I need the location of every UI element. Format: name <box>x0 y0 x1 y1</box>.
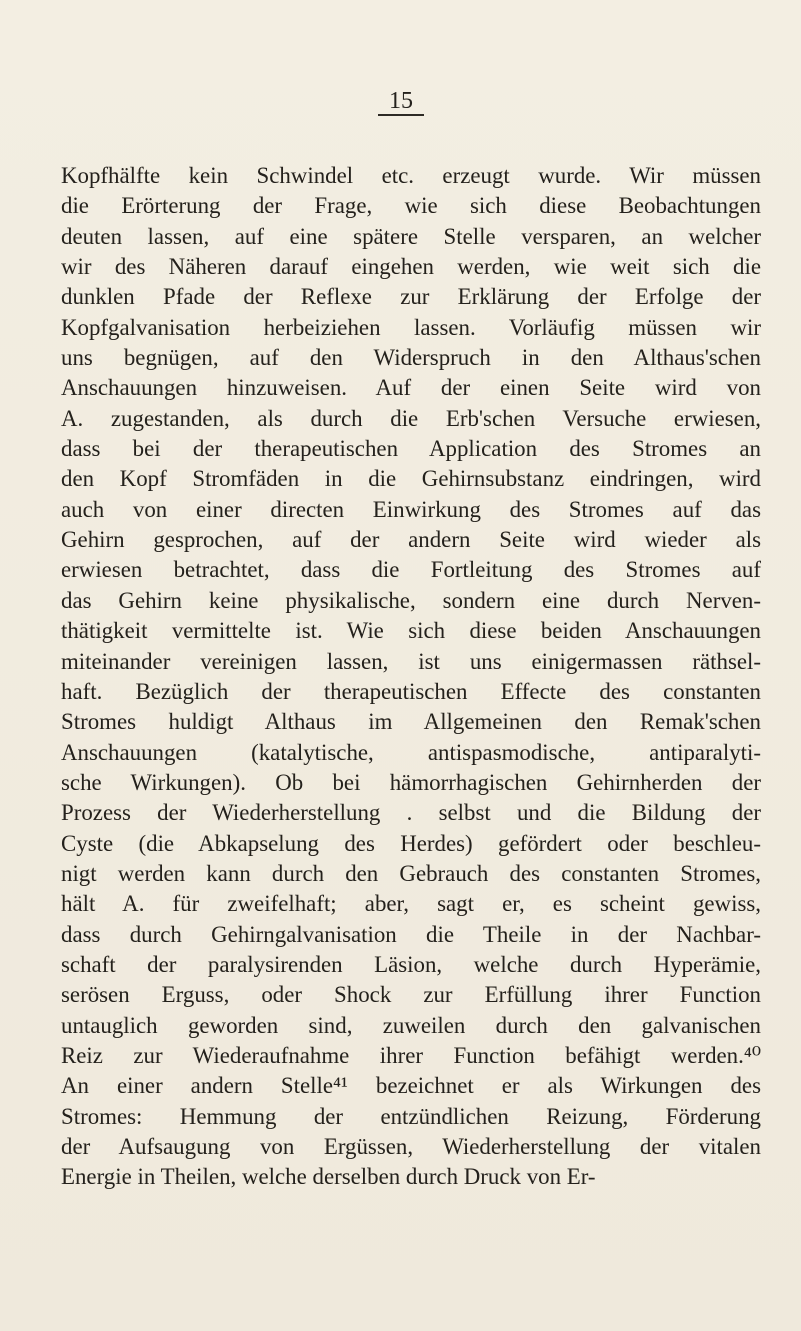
text-line: miteinander vereinigen lassen, ist uns einigermassen räthsel- <box>61 648 761 674</box>
text-line: untauglich geworden sind, zuweilen durch den galvanischen <box>61 1012 761 1038</box>
text-line: Stromes: Hemmung der entzündlichen Reizung, Förderung <box>61 1103 761 1129</box>
text-line: thätigkeit vermittelte ist. Wie sich diese beiden Anschauungen <box>61 618 761 644</box>
page-number-rule <box>378 114 424 116</box>
text-line: der Aufsaugung von Ergüssen, Wiederherstellung der vitalen <box>61 1134 761 1159</box>
text-line: hält A. für zweifelhaft; aber, sagt er, es scheint gewiss, <box>61 891 761 917</box>
text-line: dunklen Pfade der Reflexe zur Erklärung der Erfolge der <box>61 284 761 310</box>
text-line: Gehirn gesprochen, auf der andern Seite wird wieder als <box>61 527 761 553</box>
text-line: Kopfhälfte kein Schwindel etc. erzeugt wurde. Wir müssen <box>61 163 761 188</box>
text-line: Stromes huldigt Althaus im Allgemeinen den Remak'schen <box>61 709 761 735</box>
text-line: wir des Näheren darauf eingehen werden, wie weit sich die <box>61 254 761 280</box>
text-line: schaft der paralysirenden Läsion, welche durch Hyperämie, <box>61 951 761 977</box>
text-line: A. zugestanden, als durch die Erb'schen Versuche erwiesen, <box>61 405 761 431</box>
text-line: auch von einer directen Einwirkung des Stromes auf das <box>61 496 761 522</box>
text-line: nigt werden kann durch den Gebrauch des constanten Stromes, <box>61 860 761 886</box>
text-line: uns begnügen, auf den Widerspruch in den Althaus'schen <box>61 345 761 371</box>
text-line: haft. Bezüglich der therapeutischen Effecte des constanten <box>61 678 761 704</box>
text-line: dass bei der therapeutischen Application des Stromes an <box>61 436 761 462</box>
text-line: sche Wirkungen). Ob bei hämorrhagischen Gehirnherden der <box>61 769 761 795</box>
text-line: Cyste (die Abkapselung des Herdes) gefördert oder beschleu- <box>61 830 761 856</box>
text-line: Anschauungen (katalytische, antispasmodische, antiparalyti- <box>61 739 761 765</box>
body-text <box>61 161 761 1193</box>
text-line: Anschauungen hinzuweisen. Auf der einen Seite wird von <box>61 375 761 401</box>
text-line: die Erörterung der Frage, wie sich diese Beobachtungen <box>61 193 761 219</box>
text-line: dass durch Gehirngalvanisation die Theile in der Nachbar- <box>61 921 761 947</box>
text-line: erwiesen betrachtet, dass die Fortleitung des Stromes auf <box>61 557 761 583</box>
text-line: den Kopf Stromfäden in die Gehirnsubstanz eindringen, wird <box>61 466 761 492</box>
text-line: deuten lassen, auf eine spätere Stelle versparen, an welcher <box>61 223 761 249</box>
text-line: Energie in Theilen, welche derselben durch Druck von Er- <box>61 1164 596 1190</box>
text-line: Prozess der Wiederherstellung . selbst und die Bildung der <box>61 800 761 826</box>
text-line: serösen Erguss, oder Shock zur Erfüllung ihrer Function <box>61 982 761 1008</box>
text-line: Kopfgalvanisation herbeiziehen lassen. Vorläufig müssen wir <box>61 314 761 340</box>
text-line: das Gehirn keine physikalische, sondern eine durch Nerven- <box>61 587 761 613</box>
text-line: Reiz zur Wiederaufnahme ihrer Function befähigt werden.⁴⁰ <box>61 1042 761 1068</box>
page-number: 15 <box>389 88 413 114</box>
text-line: An einer andern Stelle⁴¹ bezeichnet er als Wirkungen des <box>61 1073 761 1099</box>
